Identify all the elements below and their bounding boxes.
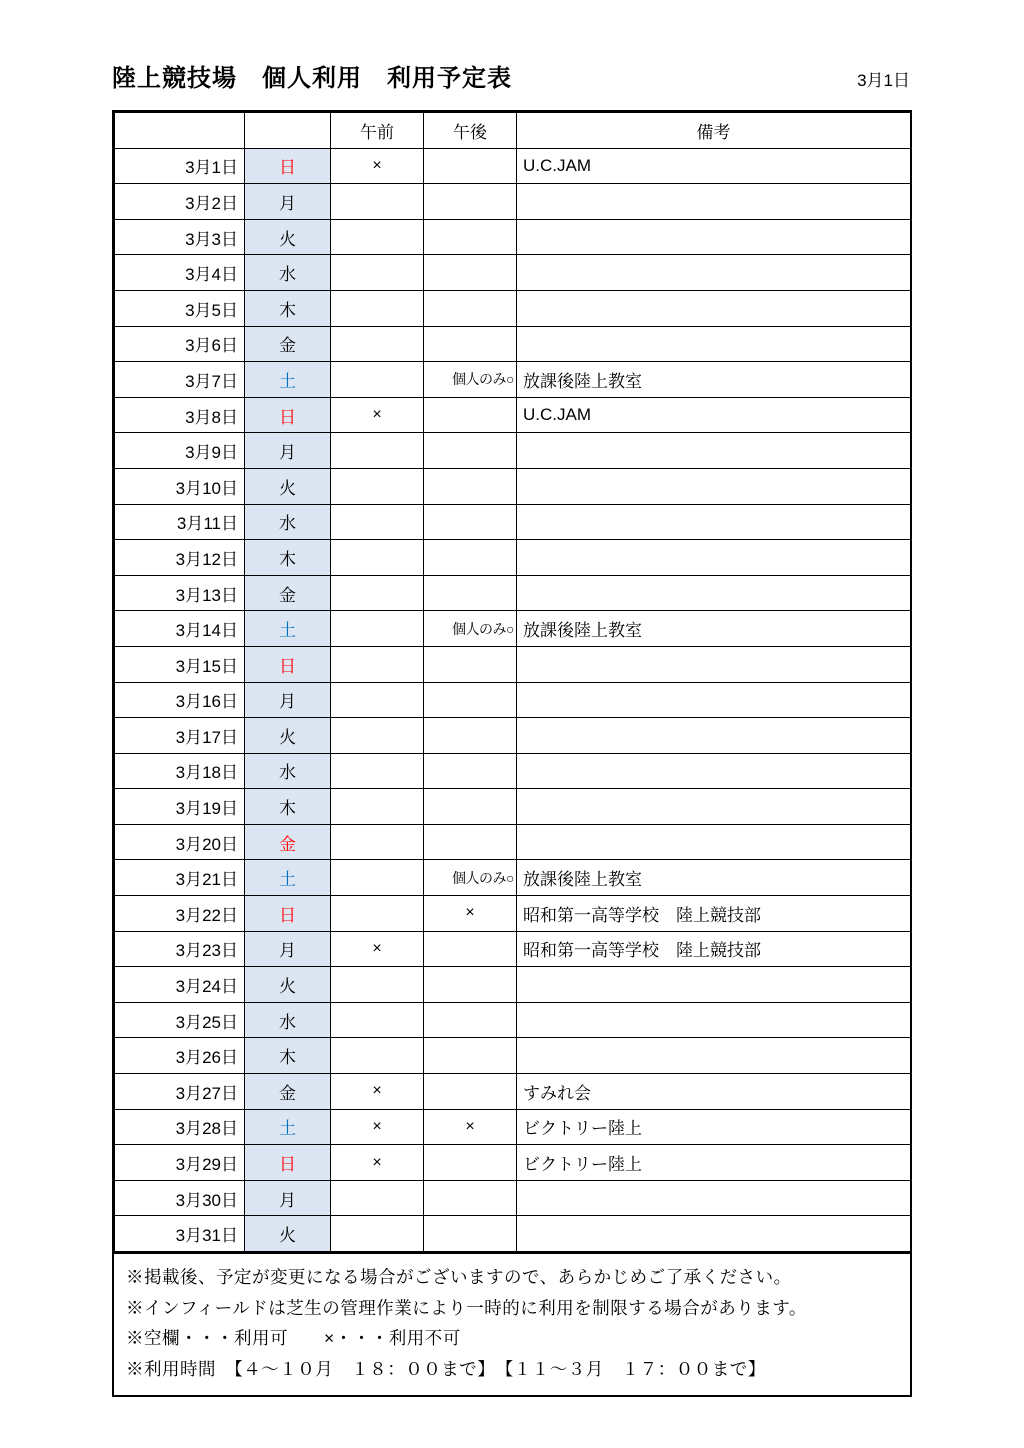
cell-date: 3月18日 (115, 753, 245, 789)
cell-day-of-week: 月 (245, 184, 331, 220)
cell-afternoon: 個人のみ○ (424, 362, 517, 398)
cell-remarks: 昭和第一高等学校 陸上競技部 (517, 896, 911, 932)
cell-afternoon (424, 1145, 517, 1181)
note-line: ※インフィールドは芝生の管理作業により一時的に利用を制限する場合があります。 (126, 1297, 807, 1318)
table-row (115, 290, 911, 326)
cell-afternoon (424, 148, 517, 184)
cell-morning (331, 896, 424, 932)
table-row (115, 1145, 911, 1181)
cell-day-of-week: 土 (245, 362, 331, 398)
table-row (115, 1038, 911, 1074)
table-row (115, 575, 911, 611)
cell-morning: × (331, 1074, 424, 1110)
cell-date: 3月11日 (115, 504, 245, 540)
cell-day-of-week: 日 (245, 646, 331, 682)
table-row (115, 148, 911, 184)
cell-remarks (517, 718, 911, 754)
table-row (115, 362, 911, 398)
cell-afternoon (424, 255, 517, 291)
cell-afternoon (424, 397, 517, 433)
table-row (115, 397, 911, 433)
cell-morning (331, 326, 424, 362)
cell-remarks (517, 1002, 911, 1038)
cell-morning (331, 967, 424, 1003)
table-row (115, 682, 911, 718)
cell-remarks (517, 1038, 911, 1074)
cell-day-of-week: 木 (245, 540, 331, 576)
cell-date: 3月7日 (115, 362, 245, 398)
cell-date: 3月25日 (115, 1002, 245, 1038)
cell-day-of-week: 月 (245, 1180, 331, 1216)
cell-remarks (517, 1216, 911, 1252)
cell-morning (331, 753, 424, 789)
schedule-table (114, 112, 911, 1252)
cell-afternoon (424, 504, 517, 540)
cell-afternoon (424, 1038, 517, 1074)
cell-day-of-week: 金 (245, 824, 331, 860)
cell-morning (331, 824, 424, 860)
cell-afternoon (424, 184, 517, 220)
cell-morning: × (331, 1145, 424, 1181)
cell-remarks (517, 682, 911, 718)
cell-day-of-week: 金 (245, 1074, 331, 1110)
cell-date: 3月24日 (115, 967, 245, 1003)
table-row (115, 718, 911, 754)
cell-date: 3月21日 (115, 860, 245, 896)
cell-morning (331, 1216, 424, 1252)
cell-remarks: U.C.JAM (517, 397, 911, 433)
cell-morning (331, 219, 424, 255)
cell-afternoon (424, 789, 517, 825)
cell-date: 3月1日 (115, 148, 245, 184)
table-row (115, 824, 911, 860)
cell-day-of-week: 火 (245, 219, 331, 255)
cell-morning (331, 611, 424, 647)
cell-date: 3月5日 (115, 290, 245, 326)
cell-morning (331, 1002, 424, 1038)
table-row (115, 1216, 911, 1252)
cell-morning (331, 1038, 424, 1074)
cell-remarks (517, 753, 911, 789)
cell-morning (331, 575, 424, 611)
cell-date: 3月17日 (115, 718, 245, 754)
cell-remarks (517, 824, 911, 860)
cell-day-of-week: 木 (245, 1038, 331, 1074)
cell-date: 3月13日 (115, 575, 245, 611)
cell-date: 3月6日 (115, 326, 245, 362)
table-row (115, 1002, 911, 1038)
cell-day-of-week: 水 (245, 255, 331, 291)
cell-morning (331, 504, 424, 540)
cell-morning (331, 362, 424, 398)
cell-afternoon (424, 468, 517, 504)
table-row (115, 1109, 911, 1145)
cell-morning (331, 1180, 424, 1216)
table-row (115, 1074, 911, 1110)
table-row (115, 540, 911, 576)
cell-morning (331, 682, 424, 718)
table-row (115, 611, 911, 647)
cell-afternoon (424, 931, 517, 967)
cell-date: 3月30日 (115, 1180, 245, 1216)
table-row (115, 433, 911, 469)
cell-remarks: すみれ会 (517, 1074, 911, 1110)
cell-date: 3月31日 (115, 1216, 245, 1252)
cell-day-of-week: 日 (245, 1145, 331, 1181)
cell-date: 3月23日 (115, 931, 245, 967)
cell-afternoon (424, 824, 517, 860)
cell-day-of-week: 日 (245, 148, 331, 184)
cell-remarks (517, 184, 911, 220)
cell-date: 3月8日 (115, 397, 245, 433)
table-body (115, 148, 911, 1251)
cell-remarks (517, 326, 911, 362)
cell-remarks (517, 540, 911, 576)
cell-remarks: U.C.JAM (517, 148, 911, 184)
cell-morning: × (331, 397, 424, 433)
cell-day-of-week: 水 (245, 753, 331, 789)
table-row (115, 789, 911, 825)
cell-day-of-week: 金 (245, 326, 331, 362)
table-row (115, 255, 911, 291)
header-date: 3月1日 (857, 71, 910, 90)
cell-afternoon (424, 1074, 517, 1110)
cell-remarks: 放課後陸上教室 (517, 860, 911, 896)
cell-morning (331, 290, 424, 326)
cell-afternoon (424, 753, 517, 789)
cell-morning (331, 789, 424, 825)
cell-date: 3月10日 (115, 468, 245, 504)
cell-day-of-week: 火 (245, 1216, 331, 1252)
cell-remarks (517, 468, 911, 504)
cell-remarks (517, 290, 911, 326)
table-row (115, 184, 911, 220)
cell-remarks: 放課後陸上教室 (517, 362, 911, 398)
cell-date: 3月27日 (115, 1074, 245, 1110)
cell-morning (331, 540, 424, 576)
column-header-date (115, 113, 245, 149)
cell-afternoon (424, 1002, 517, 1038)
cell-afternoon (424, 682, 517, 718)
cell-date: 3月26日 (115, 1038, 245, 1074)
table-row (115, 860, 911, 896)
page-title: 陸上競技場 個人利用 利用予定表 (112, 65, 512, 92)
cell-date: 3月19日 (115, 789, 245, 825)
cell-day-of-week: 火 (245, 468, 331, 504)
cell-afternoon (424, 326, 517, 362)
cell-date: 3月12日 (115, 540, 245, 576)
cell-day-of-week: 水 (245, 504, 331, 540)
cell-afternoon (424, 540, 517, 576)
cell-afternoon: 個人のみ○ (424, 611, 517, 647)
cell-remarks (517, 789, 911, 825)
table-header (115, 113, 911, 149)
table-row (115, 896, 911, 932)
cell-remarks: ビクトリー陸上 (517, 1145, 911, 1181)
cell-remarks (517, 967, 911, 1003)
cell-date: 3月9日 (115, 433, 245, 469)
cell-date: 3月14日 (115, 611, 245, 647)
table-row (115, 931, 911, 967)
cell-remarks (517, 646, 911, 682)
cell-morning (331, 433, 424, 469)
table-row (115, 504, 911, 540)
cell-date: 3月22日 (115, 896, 245, 932)
table-row (115, 219, 911, 255)
cell-day-of-week: 火 (245, 967, 331, 1003)
cell-remarks: 放課後陸上教室 (517, 611, 911, 647)
column-header-morning: 午前 (331, 113, 424, 149)
cell-day-of-week: 木 (245, 290, 331, 326)
cell-date: 3月20日 (115, 824, 245, 860)
cell-morning (331, 184, 424, 220)
cell-remarks (517, 1180, 911, 1216)
table-row (115, 753, 911, 789)
cell-day-of-week: 土 (245, 1109, 331, 1145)
cell-afternoon: × (424, 1109, 517, 1145)
cell-afternoon: 個人のみ○ (424, 860, 517, 896)
note-line: ※掲載後、予定が変更になる場合がございますので、あらかじめご了承ください。 (126, 1267, 792, 1287)
cell-afternoon (424, 967, 517, 1003)
cell-remarks: ビクトリー陸上 (517, 1109, 911, 1145)
notes-section (114, 1252, 910, 1395)
cell-afternoon (424, 575, 517, 611)
cell-date: 3月3日 (115, 219, 245, 255)
note-line: ※利用時間 【４～１０月 １８：００まで】 【１１～３月 １７：００まで】 (126, 1358, 766, 1379)
cell-morning (331, 255, 424, 291)
cell-day-of-week: 水 (245, 1002, 331, 1038)
cell-morning: × (331, 148, 424, 184)
cell-day-of-week: 土 (245, 860, 331, 896)
cell-remarks (517, 219, 911, 255)
cell-afternoon (424, 1180, 517, 1216)
cell-date: 3月28日 (115, 1109, 245, 1145)
column-header-afternoon: 午後 (424, 113, 517, 149)
cell-date: 3月16日 (115, 682, 245, 718)
cell-remarks: 昭和第一高等学校 陸上競技部 (517, 931, 911, 967)
cell-day-of-week: 火 (245, 718, 331, 754)
table-row (115, 967, 911, 1003)
cell-day-of-week: 月 (245, 931, 331, 967)
table-row (115, 1180, 911, 1216)
cell-morning (331, 860, 424, 896)
cell-day-of-week: 日 (245, 896, 331, 932)
table-header-row (115, 113, 911, 149)
column-header-dow (245, 113, 331, 149)
cell-date: 3月29日 (115, 1145, 245, 1181)
cell-afternoon (424, 290, 517, 326)
table-row (115, 646, 911, 682)
cell-date: 3月15日 (115, 646, 245, 682)
cell-remarks (517, 255, 911, 291)
cell-morning (331, 718, 424, 754)
table-row (115, 468, 911, 504)
cell-day-of-week: 日 (245, 397, 331, 433)
document-header (112, 58, 912, 93)
cell-date: 3月2日 (115, 184, 245, 220)
cell-remarks (517, 433, 911, 469)
cell-afternoon (424, 1216, 517, 1252)
cell-morning (331, 646, 424, 682)
cell-day-of-week: 金 (245, 575, 331, 611)
cell-afternoon (424, 433, 517, 469)
cell-afternoon (424, 718, 517, 754)
schedule-sheet (112, 110, 912, 1397)
cell-afternoon (424, 219, 517, 255)
cell-day-of-week: 月 (245, 682, 331, 718)
cell-morning: × (331, 931, 424, 967)
cell-date: 3月4日 (115, 255, 245, 291)
cell-remarks (517, 575, 911, 611)
cell-remarks (517, 504, 911, 540)
cell-day-of-week: 月 (245, 433, 331, 469)
cell-morning (331, 468, 424, 504)
cell-morning: × (331, 1109, 424, 1145)
cell-afternoon (424, 646, 517, 682)
column-header-remarks: 備考 (517, 113, 911, 149)
table-row (115, 326, 911, 362)
note-line: ※空欄・・・利用可 ×・・・利用不可 (126, 1328, 461, 1349)
cell-day-of-week: 土 (245, 611, 331, 647)
cell-afternoon: × (424, 896, 517, 932)
cell-day-of-week: 木 (245, 789, 331, 825)
